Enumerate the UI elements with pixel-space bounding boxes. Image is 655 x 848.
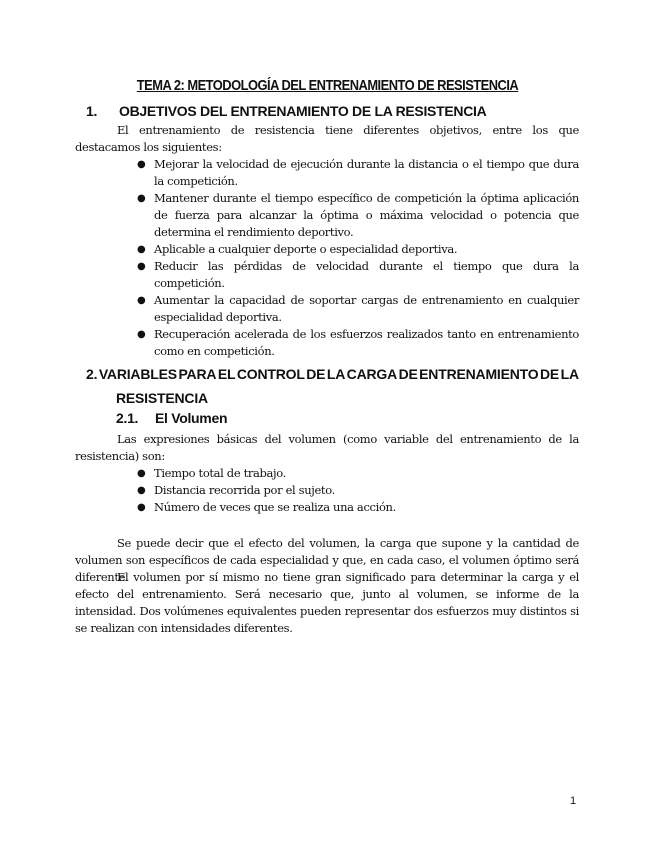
- subsection-2-1-number: 2.1.: [116, 410, 139, 426]
- bullet-icon: ●: [137, 329, 146, 340]
- list-item: ● Reducir las pérdidas de velocidad durante el tiempo que dura la competición.: [137, 259, 579, 290]
- list-item: ● Recuperación acelerada de los esfuerzos realizados tanto en entrenamiento como en competición.: [137, 327, 579, 358]
- volume-expressions-list: [137, 465, 579, 516]
- section-1-number: 1.: [86, 103, 98, 119]
- list-item: ● Mejorar la velocidad de ejecución durante la distancia o el tiempo que dura la competición.: [137, 157, 579, 188]
- bullet-icon: ●: [137, 485, 146, 496]
- list-item: ● Aplicable a cualquier deporte o especialidad deportiva.: [137, 242, 458, 256]
- list-item: ● Distancia recorrida por el sujeto.: [137, 483, 335, 497]
- list-item: ● Tiempo total de trabajo.: [137, 466, 286, 480]
- bullet-icon: ●: [137, 502, 146, 513]
- document-title: TEMA 2: METODOLOGÍA DEL ENTRENAMIENTO DE RESISTENCIA: [136, 77, 519, 94]
- volume-intro: Las expresiones básicas del volumen (como variable del entrenamiento de la resistencia) son:: [75, 432, 579, 463]
- section-2-heading-line2: RESISTENCIA: [116, 390, 208, 406]
- subsection-2-1-title: El Volumen: [155, 410, 228, 426]
- list-item: ● Mantener durante el tiempo específico de competición la óptima aplicación de fuerza para alcanzar la óptima o máxima velocidad o potencia que determina el rendimiento deportivo.: [137, 191, 579, 239]
- list-item: ● Aumentar la capacidad de soportar cargas de entrenamiento en cualquier especialidad deportiva.: [137, 293, 579, 324]
- section-1-heading: [86, 103, 486, 119]
- bullet-icon: ●: [137, 193, 146, 204]
- bullet-icon: ●: [137, 261, 146, 272]
- section-1-title: OBJETIVOS DEL ENTRENAMIENTO DE LA RESISTENCIA: [119, 103, 487, 119]
- section-2-number: 2.: [86, 366, 98, 382]
- volume-paragraph-2: El volumen por sí mismo no tiene gran significado para determinar la carga y el efecto del entrenamiento. Será necesario que, junto al volumen, se informe de la intensidad. Dos volúmenes equivalentes pueden representar dos esfuerzos muy distintos si se realizan con intensidades diferentes.: [75, 570, 579, 635]
- list-item: ● Número de veces que se realiza una acción.: [137, 500, 396, 514]
- bullet-icon: ●: [137, 159, 146, 170]
- subsection-2-1-heading: [116, 410, 227, 426]
- bullet-icon: ●: [137, 468, 146, 479]
- bullet-icon: ●: [137, 244, 146, 255]
- section-1-intro: El entrenamiento de resistencia tiene diferentes objetivos, entre los que destacamos los siguientes:: [75, 123, 579, 154]
- section-2-heading: 2. VARIABLES PARA EL CONTROL DE LA CARGA DE ENTRENAMIENTO DE LA RESISTENCIA: [86, 362, 579, 410]
- bullet-icon: ●: [137, 295, 146, 306]
- page-number: 1: [570, 795, 577, 807]
- objectives-list: [137, 156, 579, 360]
- volume-paragraph-1: Se puede decir que el efecto del volumen, la carga que supone y la cantidad de volumen son específicos de cada especialidad y que, en cada caso, el volumen óptimo será diferente.: [75, 536, 579, 584]
